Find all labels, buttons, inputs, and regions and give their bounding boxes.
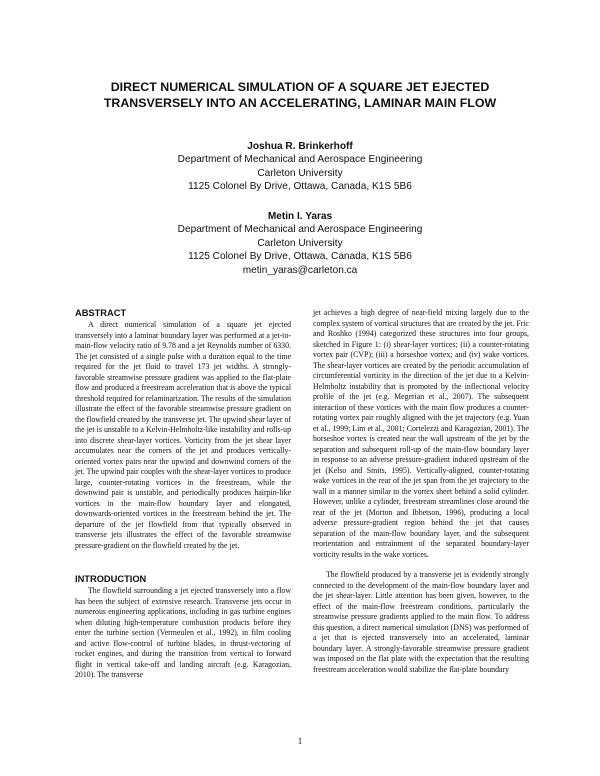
author-block-1 [60, 140, 540, 194]
author-name: Joshua R. Brinkerhoff [247, 141, 353, 152]
introduction-body: The flowfield surrounding a jet ejected transversely into a flow has been the subject of extensive research. Transverse jets occur in numerous engineering applications, including in gas turbine engines when diluting high-temperature combustion products before they enter the turbine section (Vermeulen et al., 1992), in film cooling and active flow-control of turbine blades, in thrust-vectoring of rocket engines, and during the transition from vertical to forward flight in vertical take-off and landing aircraft (e.g. Karagozian, 2010). The transverse [75, 586, 291, 679]
author-university: Carleton University [257, 167, 343, 179]
paper-title [60, 80, 540, 111]
abstract-body: A direct numerical simulation of a square jet ejected transversely into a laminar boundary layer was performed at a jet-to-main-flow velocity ratio of 9.78 and a jet Reynolds number of 6330. The jet consisted of a single pulse with a duration equal to the time required for the jet fluid to travel 173 jet widths. A strongly-favorable streamwise pressure gradient was applied to the flat-plate flow and produced a freestream acceleration that is above the typical threshold required for relaminarization. The results of the simulation illustrate the effect of the favorable streamwise pressure gradient on the flowfield created by the transverse jet. The upwind shear layer of the jet is unstable to a Kelvin-Helmholtz-like instability and rolls-up into discrete shear-layer vortices. Vorticity from the jet shear layer accumulates near the corners of the jet and produces vertically-oriented vortex pairs near the upwind and downwind corners of the jet. The upwind pair couples with the shear-layer vortices to produce large, counter-rotating vortices in the freestream, while the downwind pair is unstable, and periodically produces hairpin-like vortices in the main-flow boundary layer and elongated, downwards-oriented vortices in the freestream behind the jet. The departure of the jet flowfield from that typically observed in transverse jets illustrates the effect of the favorable streamwise pressure-gradient on the flowfield created by the jet. [75, 320, 291, 550]
author-name: Metin I. Yaras [267, 211, 333, 222]
page-number: 1 [297, 736, 303, 746]
abstract-heading: ABSTRACT [75, 308, 127, 318]
author-department: Department of Mechanical and Aerospace Engineering [177, 154, 423, 166]
author-email: metin_yaras@carleton.ca [242, 264, 358, 276]
author-address: 1125 Colonel By Drive, Ottawa, Canada, K1S 5B6 [188, 251, 412, 263]
author-university: Carleton University [257, 237, 343, 249]
author-department: Department of Mechanical and Aerospace Engineering [177, 224, 423, 236]
body-paragraph-2: The flowfield produced by a transverse jet is evidently strongly connected to the development of the main-flow boundary layer and the jet shear-layer. Little attention has been given, however, to the effect of the main-flow freestream conditions, particularly the streamwise pressure gradients applied to the main flow. To address this question, a direct numerical simulation (DNS) was performed of a jet that is ejected transversely into an accelerated, laminar boundary layer. A strongly-favorable streamwise pressure gradient was imposed on the flat plate with the expectation that the resulting freestream acceleration would stabilize the flat-plate boundary [313, 570, 529, 674]
right-column [313, 308, 529, 675]
body-paragraph-1: jet achieves a high degree of near-field mixing largely due to the complex system of vortical structures that are created by the jet. Fric and Roshko (1994) categorized these structures into four groups, sketched in Figure 1: (i) shear-layer vortices; (ii) a counter-rotating vortex pair (CVP); (iii) a horseshoe vortex; and (iv) wake vortices. The shear-layer vortices are created by the periodic accumulation of circumferential vorticity in the direction of the jet due to a Kelvin-Helmholtz instability that is promoted by the inflectional velocity profile of the jet (e.g. Megerian et al., 2007). The subsequent interaction of these vortices with the main flow produces a counter-rotating vortex pair roughly aligned with the jet trajectory (e.g. Yuan et al., 1999; Lim et al., 2001; Cortelezzi and Karagozian, 2001). The horseshoe vortex is created near the wall upstream of the jet by the separation and subsequent roll-up of the main-flow boundary layer in response to an adverse pressure-gradient induced upstream of the jet (Kelso and Smits, 1995). Vertically-aligned, counter-rotating wake vortices in the rear of the jet span from the jet trajectory to the wall in a manner similar to the vortex sheet behind a solid cylinder. However, unlike a cylinder, freestream streamlines close around the rear of the jet (Morton and Ibbetson, 1996), producing a local adverse pressure-gradient region behind the jet that causes separation of the main-flow boundary layer, and the subsequent reorientation and entrainment of the separated boundary-layer vorticity results in the wake vortices. [313, 308, 529, 559]
introduction-heading: INTRODUCTION [75, 574, 147, 584]
author-block-2 [60, 210, 540, 277]
left-column [75, 308, 291, 681]
title-line-1: DIRECT NUMERICAL SIMULATION OF A SQUARE JET EJECTED [110, 80, 490, 94]
author-address: 1125 Colonel By Drive, Ottawa, Canada, K1S 5B6 [188, 181, 412, 193]
title-line-2: TRANSVERSELY INTO AN ACCELERATING, LAMINAR MAIN FLOW [103, 95, 497, 110]
